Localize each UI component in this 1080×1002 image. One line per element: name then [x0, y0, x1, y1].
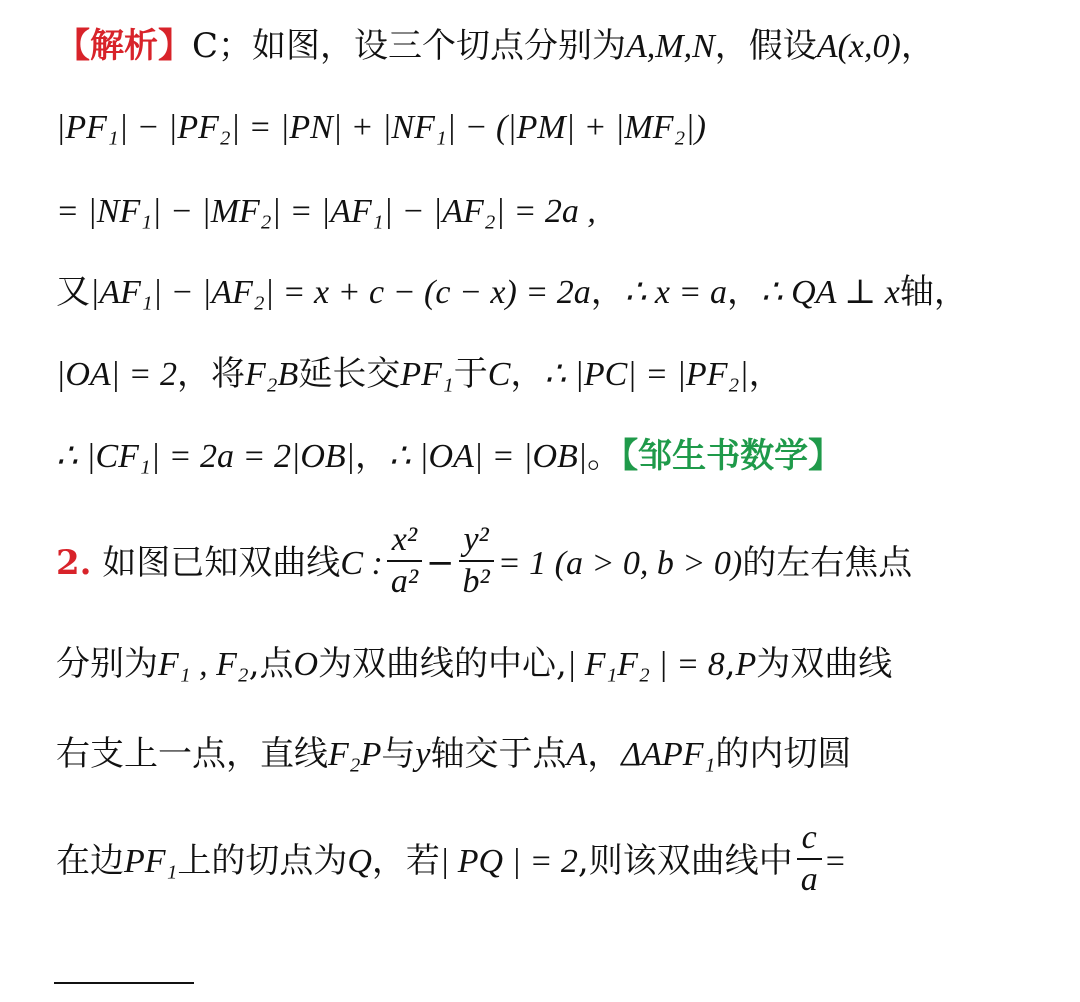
- tangent-points: A,M,N: [626, 28, 715, 65]
- text-at: 于: [453, 354, 488, 394]
- problem-line-1: [56, 520, 1060, 607]
- fraction-x2-a2: [387, 520, 422, 602]
- brand-tag: 【邹生书数学】: [621, 436, 843, 476]
- text-incircle: 的内切圆: [715, 734, 852, 774]
- comma: ，: [355, 436, 389, 476]
- hyperbola-condition: = 1 (a > 0, b > 0): [497, 545, 743, 582]
- text-then: ,则该双曲线中: [577, 841, 793, 881]
- segment-pf1: PF₁: [400, 356, 454, 393]
- text-point: ,点: [248, 644, 294, 684]
- text-right-branch: 右支上一点，直线: [56, 734, 328, 774]
- solution-intro: C；如图，设三个切点分别为: [192, 26, 627, 66]
- point-q: Q: [347, 843, 372, 880]
- comma: ，: [587, 734, 622, 774]
- solution-intro-end: ，: [900, 26, 935, 66]
- comma: ，: [510, 354, 545, 394]
- solution-line-1: [56, 22, 1060, 71]
- solution-line-5: [56, 350, 1060, 399]
- text-if: ，若: [371, 841, 440, 881]
- text-and: 与: [381, 734, 416, 774]
- equation-x-equals-a: ∴ x = a: [624, 274, 727, 311]
- solution-tag: 【解析】: [56, 26, 192, 66]
- comma: ，: [748, 354, 783, 394]
- axis-y: y: [415, 736, 431, 773]
- problem-text-foci: 的左右焦点: [742, 543, 913, 583]
- segment-pf1: PF₁: [124, 843, 178, 880]
- problem-number: 2.: [56, 543, 92, 583]
- text-center: 为双曲线的中心,: [318, 644, 567, 684]
- segment-f2b: F₂B: [244, 356, 299, 393]
- equation-pc: ∴ |PC| = |PF₂|: [544, 356, 749, 393]
- equation-oa-ob: ∴ |OA| = |OB|: [389, 438, 588, 475]
- fraction-denominator: b²: [462, 563, 490, 600]
- text-respectively: 分别为: [56, 644, 158, 684]
- equals-sign: =: [825, 843, 845, 880]
- foci-names: F₁ , F₂: [158, 646, 249, 683]
- problem-line-3: [56, 730, 1060, 779]
- point-p: P: [735, 646, 757, 683]
- solution-intro-mid: ，假设: [714, 26, 817, 66]
- text-extend-to: 延长交: [298, 354, 401, 394]
- equation-line-2: = |NF₁| − |MF₂| = |AF₁| − |AF₂| = 2a ,: [56, 193, 596, 230]
- text-on-side: 在边: [56, 841, 124, 881]
- comma: ，: [590, 272, 625, 312]
- fraction-y2-b2: [459, 520, 494, 602]
- problem-line-4: [56, 818, 1060, 905]
- solution-line-4: [56, 268, 1060, 317]
- comma: ,: [724, 644, 736, 684]
- equation-pq: | PQ | = 2: [439, 843, 578, 880]
- fraction-numerator: y²: [459, 520, 494, 562]
- triangle-apf1: ΔAPF₁: [621, 736, 716, 773]
- point-a: A: [566, 736, 588, 773]
- fraction-c-a: [797, 818, 822, 900]
- equation-cf1: ∴ |CF₁| = 2a = 2|OB|: [56, 438, 355, 475]
- text-hyperbola: 为双曲线: [756, 644, 893, 684]
- hyperbola-name: C :: [340, 545, 383, 582]
- answer-blank: [54, 982, 194, 984]
- equation-oa: |OA| = 2: [56, 356, 177, 393]
- fraction-denominator: a²: [390, 563, 419, 600]
- text-intersect: 轴交于点: [430, 734, 567, 774]
- text-axis: 轴，: [899, 272, 968, 312]
- line-f2p: F₂P: [328, 736, 382, 773]
- text-tangent-point: 上的切点为: [177, 841, 348, 881]
- equation-qa-perp: ∴ QA ⊥ x: [760, 274, 900, 311]
- fraction-denominator: a: [800, 861, 818, 898]
- point-c: C: [487, 356, 511, 393]
- comma: ，: [726, 272, 761, 312]
- solution-line-6: [56, 432, 1060, 481]
- problem-line-2: [56, 640, 1060, 689]
- minus-sign: −: [426, 543, 455, 583]
- equation-f1f2: | F₁F₂ | = 8: [566, 646, 725, 683]
- fraction-numerator: x²: [387, 520, 422, 562]
- problem-text-1: 如图已知双曲线: [102, 543, 341, 583]
- equation-af: |AF₁| − |AF₂| = x + c − (c − x) = 2a: [90, 274, 591, 311]
- point-o: O: [293, 646, 319, 683]
- text-also: 又: [56, 272, 90, 312]
- text-extend: ，将: [176, 354, 245, 394]
- period: 。: [587, 436, 622, 476]
- point-a-coordinate: A(x,0): [816, 28, 901, 65]
- fraction-numerator: c: [797, 818, 822, 860]
- equation-line-1: |PF₁| − |PF₂| = |PN| + |NF₁| − (|PM| + |MF₂|): [56, 109, 706, 146]
